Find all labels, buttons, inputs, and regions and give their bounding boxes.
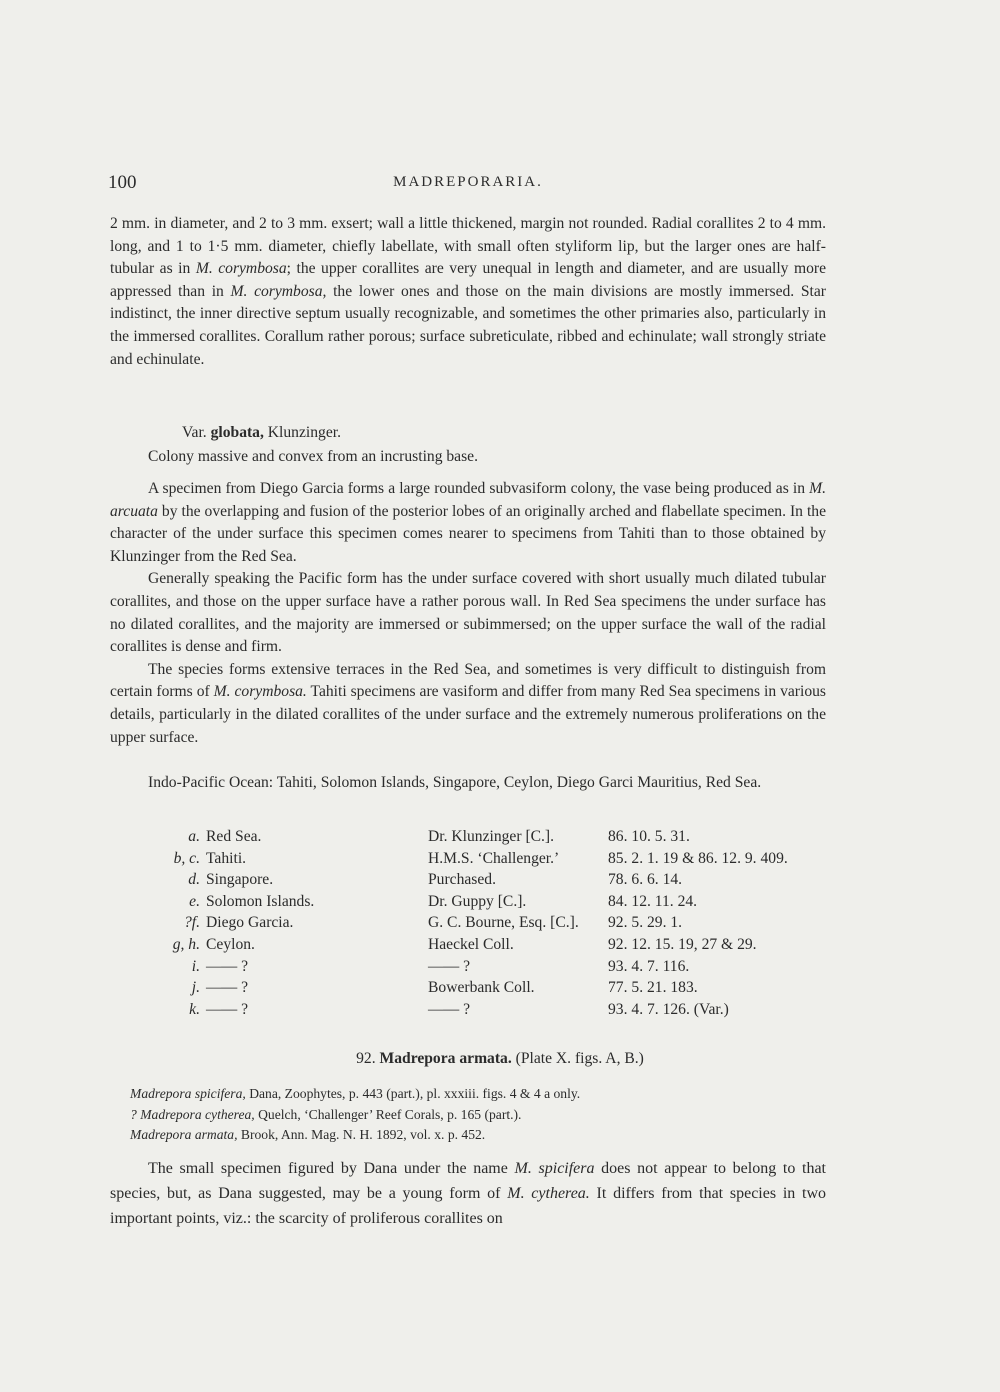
synonym-taxon: Madrepora spicifera,: [130, 1086, 246, 1101]
synonym-reference: Brook, Ann. Mag. N. H. 1892, vol. x. p. 452.: [237, 1127, 486, 1142]
distribution-text: Indo-Pacific Ocean: Tahiti, Solomon Islands, Singapore, Ceylon, Diego Garci Mauritius, Red Sea.: [148, 774, 762, 791]
specimen-register: 92. 5. 29. 1.: [608, 914, 683, 932]
specimen-row: [110, 850, 830, 872]
specimen-row: [110, 871, 830, 893]
specimen-locality: Singapore.: [206, 871, 274, 889]
specimen-row: [110, 936, 830, 958]
specimen-source: Haeckel Coll.: [428, 935, 514, 953]
specimen-register: 85. 2. 1. 19 & 86. 12. 9. 409.: [608, 849, 788, 867]
taxon-name: M. corymbosa,: [230, 282, 327, 300]
species-name: Madrepora armata.: [379, 1050, 512, 1067]
specimen-source: Dr. Guppy [C.].: [428, 892, 527, 910]
specimen-register: 78. 6. 6. 14.: [608, 871, 683, 889]
specimen-source: —— ?: [428, 957, 471, 975]
taxon-name: M. cytherea.: [507, 1185, 590, 1202]
text-run: A specimen from Diego Garcia forms a large rounded subvasiform colony, the vase being produced as in: [148, 480, 810, 497]
synonym-reference: Quelch, ‘Challenger’ Reef Corals, p. 165 (part.).: [254, 1106, 522, 1122]
text-run: does not appear to belong to that species, but, as Dana suggested, may be a young form of: [110, 1160, 826, 1202]
specimen-row: [110, 828, 830, 850]
specimen-register: 86. 10. 5. 31.: [608, 828, 690, 845]
synonym-taxon: ? Madrepora cytherea,: [130, 1106, 255, 1122]
text-run: The small specimen figured by Dana under the name: [148, 1160, 515, 1177]
taxon-name: M. arcuata: [110, 480, 826, 520]
taxon-name: M. corymbosa.: [213, 683, 307, 701]
plate-reference: (Plate X. figs. A, B.): [511, 1050, 644, 1067]
description-paragraph: [110, 213, 826, 371]
specimen-register: 93. 4. 7. 116.: [608, 957, 690, 975]
paragraph: [110, 659, 826, 749]
synonymy-list: [130, 1084, 830, 1146]
specimen-locality: Solomon Islands.: [206, 892, 315, 910]
specimen-source: Purchased.: [428, 871, 496, 889]
specimen-list: [110, 828, 830, 1022]
text-run: The species forms extensive terraces in the Red Sea, and sometimes is very difficult to distinguish from certain forms of: [110, 660, 826, 701]
text-run: by the overlapping and fusion of the posterior lobes of an originally arched and flabellate specimen. In the character of the under surface this specimen comes nearer to specimens from Tahiti than to those obtained by Klunzinger from the Red Sea.: [110, 502, 826, 565]
specimen-letter: b, c.: [173, 849, 200, 867]
running-title: MADREPORARIA.: [393, 174, 543, 190]
specimen-register: 93. 4. 7. 126. (Var.): [608, 1000, 729, 1018]
specimen-register: 77. 5. 21. 183.: [608, 979, 698, 997]
specimen-source: G. C. Bourne, Esq. [C.].: [428, 914, 579, 932]
specimen-row: [110, 1001, 830, 1023]
specimen-row: [110, 958, 830, 980]
synonym-entry: [130, 1084, 830, 1105]
specimen-source: —— ?: [428, 1000, 471, 1018]
specimen-locality: Diego Garcia.: [206, 914, 294, 932]
specimen-register: 84. 12. 11. 24.: [608, 892, 698, 910]
text-run: the lower ones and those on the main divisions are mostly immersed. Star indistinct, the inner directive septum usually recognizable, and sometimes the other primaries also, particularly in the immersed corallites. Corallum rather porous; surface subreticulate, ribbed and echinulate; wall strongly striate and echinulate.: [110, 282, 826, 368]
text-run: 2 mm. in diameter, and 2 to 3 mm. exsert; wall a little thickened, margin not rounded. Radial corallites 2 to 4 mm. long, and 1 to 1·5 mm. diameter, chiefly labellate, with small often styliform lip, but the larger ones are half-tubular as in: [110, 215, 826, 278]
specimen-letter: i.: [191, 957, 200, 975]
discussion-section: [110, 478, 826, 749]
specimen-letter: e.: [189, 892, 200, 910]
synonym-taxon: Madrepora armata,: [130, 1127, 238, 1142]
page-number: 100: [108, 172, 137, 193]
specimen-letter: k.: [189, 1000, 200, 1018]
specimen-letter: a.: [188, 828, 200, 845]
text-run: Tahiti specimens are vasiform and differ from many Red Sea specimens in various details, particularly in the dilated corallites of the under surface and the extremely numerous proliferations on the upper surface.: [110, 683, 826, 746]
paragraph: Generally speaking the Pacific form has the under surface covered with short usually much dilated tubular corallites, and those on the upper surface have a rather porous wall. In Red Sea specimens the under surface has no dilated corallites, and the majority are immersed or subimmersed; on the upper surface the wall of the radial corallites is dense and firm.: [110, 570, 826, 656]
specimen-row: [110, 893, 830, 915]
taxon-name: M. corymbosa: [195, 260, 287, 278]
variety-prefix: Var.: [182, 424, 211, 441]
variety-name: globata,: [210, 424, 264, 441]
specimen-register: 92. 12. 15. 19, 27 & 29.: [608, 935, 757, 953]
variety-description: Colony massive and convex from an incrusting base.: [148, 448, 478, 465]
specimen-source: Bowerbank Coll.: [428, 979, 535, 997]
paragraph: [110, 213, 826, 371]
variety-heading: [182, 424, 341, 442]
specimen-locality: —— ?: [206, 979, 249, 997]
specimen-letter: g, h.: [172, 935, 200, 953]
synonym-entry: [130, 1125, 830, 1146]
paragraph: [110, 478, 826, 568]
specimen-locality: Red Sea.: [206, 828, 262, 845]
page-header: [108, 172, 828, 196]
variety-author: Klunzinger.: [263, 424, 341, 441]
synonym-reference: Dana, Zoophytes, p. 443 (part.), pl. xxxiii. figs. 4 & 4 a only.: [245, 1086, 581, 1101]
species-number: 92.: [356, 1050, 380, 1067]
specimen-letter: j.: [191, 979, 200, 997]
specimen-letter: ?f.: [183, 914, 200, 932]
specimen-locality: Ceylon.: [206, 935, 255, 953]
distribution-paragraph: [110, 772, 826, 795]
species-heading: [0, 1050, 1000, 1068]
specimen-source: Dr. Klunzinger [C.].: [428, 828, 555, 845]
text-run: It differs from that species in two important points, viz.: the scarcity of proliferous corallites on: [110, 1185, 827, 1227]
specimen-locality: —— ?: [206, 957, 249, 975]
taxon-name: M. spicifera: [514, 1160, 595, 1177]
specimen-locality: Tahiti.: [206, 849, 247, 867]
specimen-row: [110, 979, 830, 1001]
synonym-entry: [130, 1105, 830, 1126]
closing-paragraph: [110, 1156, 826, 1231]
specimen-row: [110, 914, 830, 936]
paragraph: [110, 1156, 826, 1231]
specimen-locality: —— ?: [206, 1000, 249, 1018]
specimen-letter: d.: [188, 871, 200, 889]
specimen-source: H.M.S. ‘Challenger.’: [428, 849, 560, 867]
text-run: ; the upper corallites are very unequal in length and diameter, and are usually more appressed than in: [110, 260, 827, 300]
